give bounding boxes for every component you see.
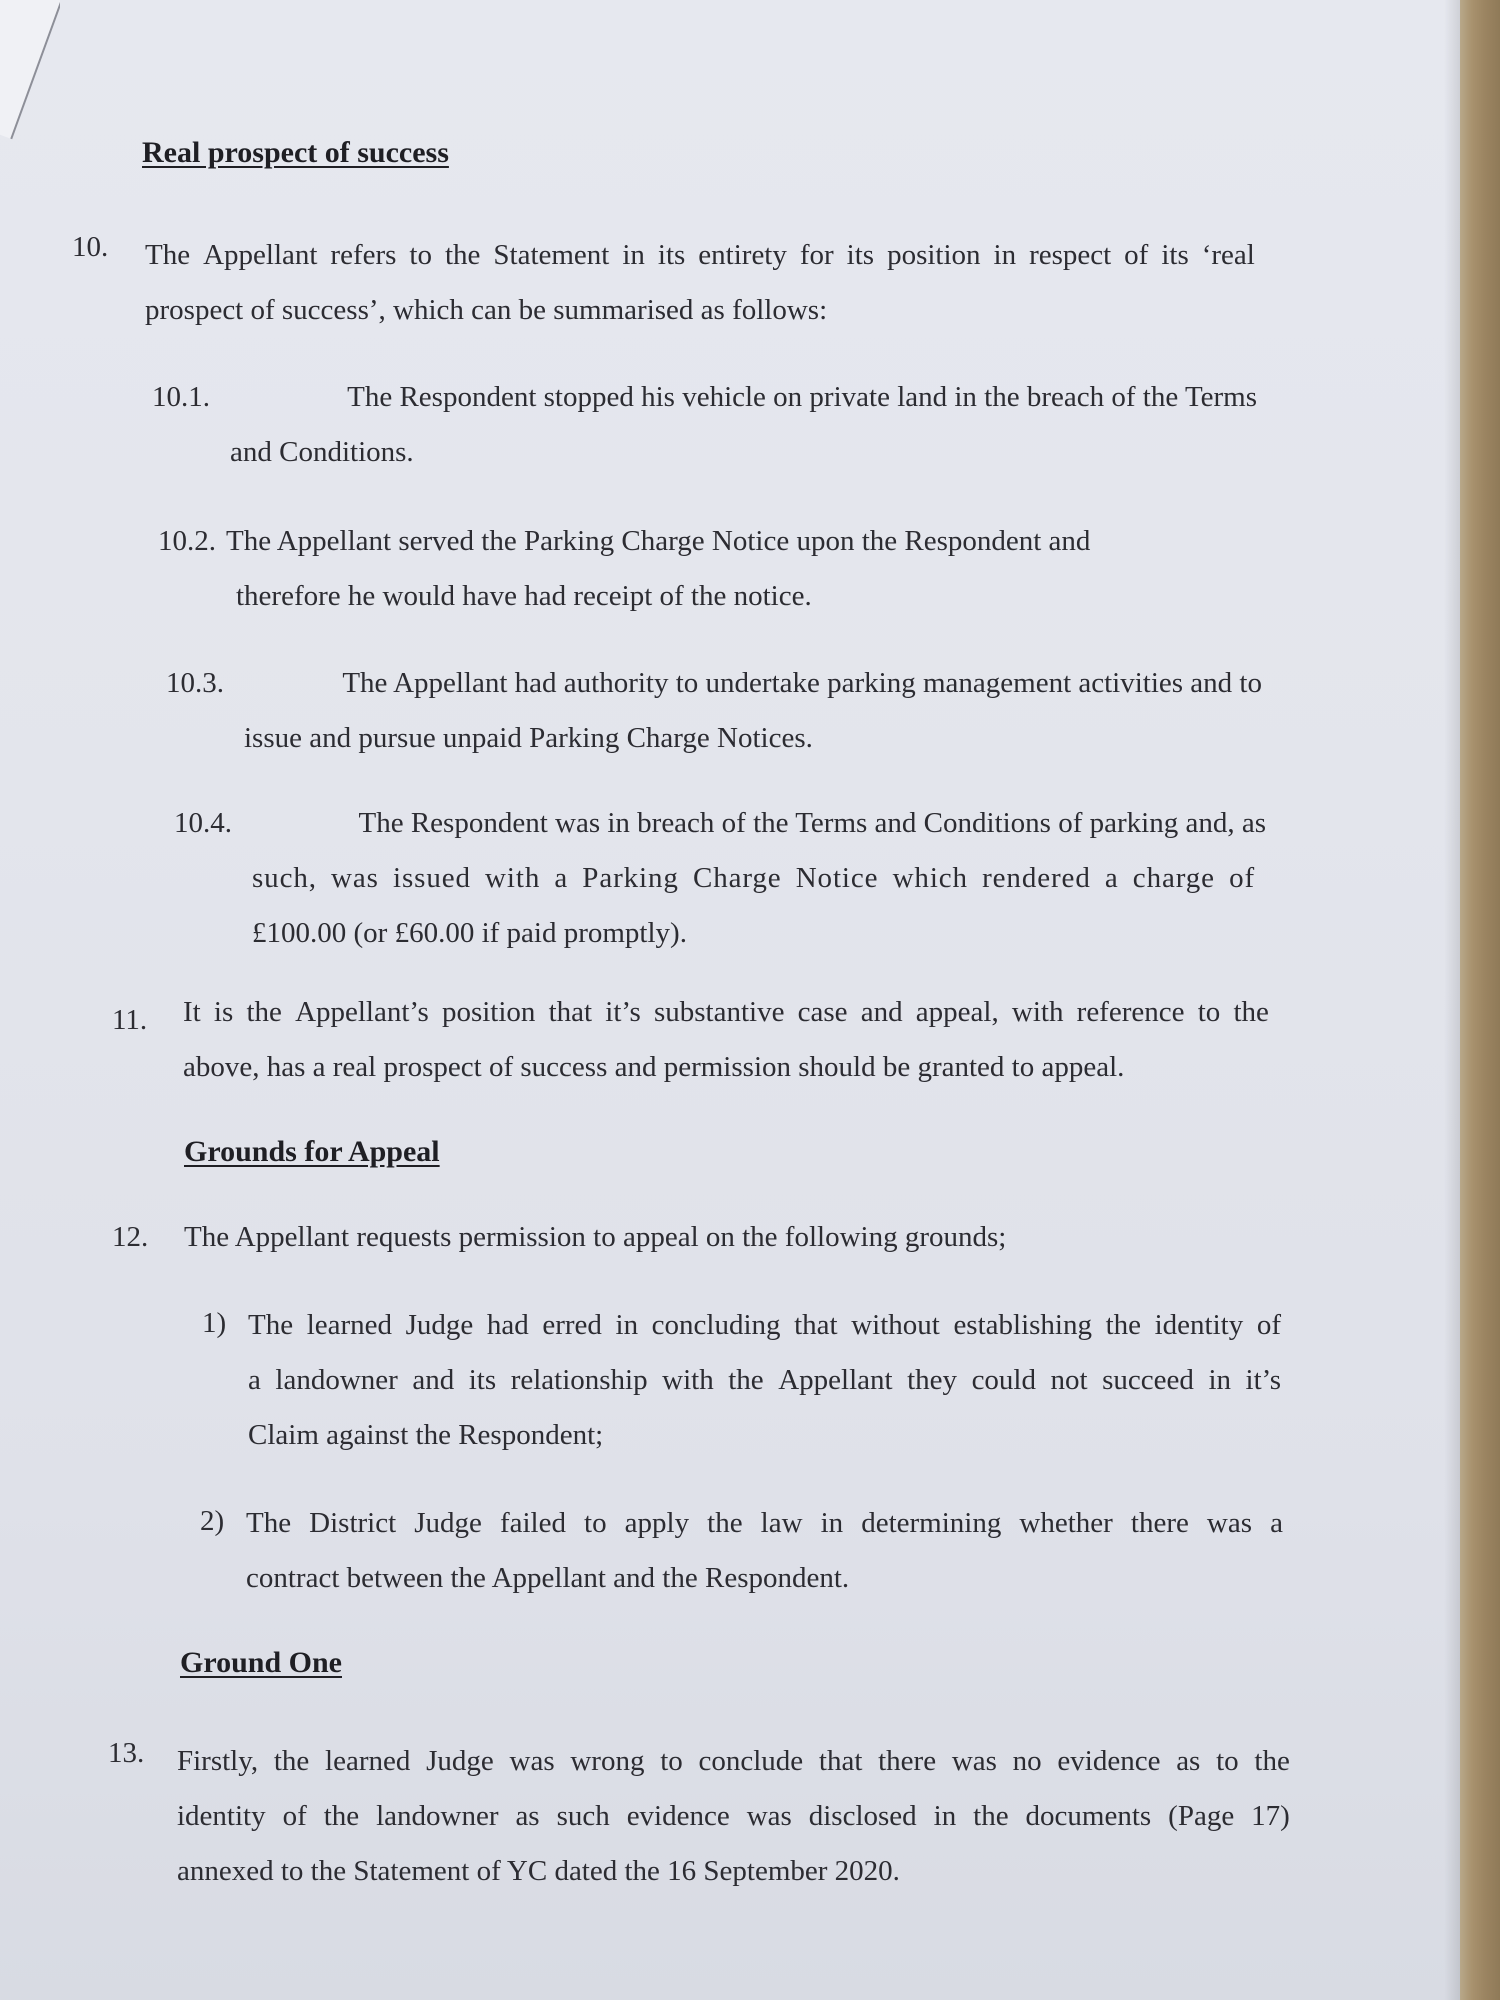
para-10-4-line-2: such, was issued with a Parking Charge Notice which rendered a charge of (252, 862, 1256, 894)
ground-2 (246, 1496, 1283, 1606)
para-10-1-line-1: The Respondent stopped his vehicle on private land in the breach of the Terms (347, 381, 1257, 413)
para-10-3-line-2: issue and pursue unpaid Parking Charge Notices. (244, 722, 813, 754)
para-11-number: 11. (112, 1004, 148, 1036)
ground-2-number: 2) (200, 1505, 225, 1537)
para-10-1 (152, 370, 1257, 480)
para-13-number: 13. (108, 1737, 145, 1769)
para-10-2-line-2: therefore he would have had receipt of the notice. (236, 580, 812, 612)
ground-1-number: 1) (202, 1307, 227, 1339)
ground-2-line-1: The District Judge failed to apply the law in determining whether there was a (246, 1507, 1283, 1539)
para-12-number: 12. (112, 1221, 149, 1253)
para-13-line-2: identity of the landowner as such evidence was disclosed in the documents (Page 17) (177, 1800, 1290, 1832)
para-10-4 (174, 796, 1266, 961)
para-10-3-number: 10.3. (166, 667, 224, 699)
para-10-3 (166, 656, 1262, 766)
para-10-4-line-3: £100.00 (or £60.00 if paid promptly). (252, 917, 687, 949)
ground-1-line-3: Claim against the Respondent; (248, 1419, 604, 1451)
para-10-line-1: The Appellant refers to the Statement in its entirety for its position in respect of its ‘real (145, 239, 1255, 271)
para-12 (184, 1210, 1270, 1265)
para-10-4-number: 10.4. (174, 807, 232, 839)
para-12-line-1: The Appellant requests permission to appeal on the following grounds; (184, 1221, 1007, 1253)
para-11 (183, 985, 1269, 1095)
para-13-line-1: Firstly, the learned Judge was wrong to conclude that there was no evidence as to the (177, 1745, 1290, 1777)
para-10-line-2: prospect of success’, which can be summarised as follows: (145, 294, 828, 326)
heading-grounds-for-appeal: Grounds for Appeal (184, 1135, 440, 1168)
ground-1-line-1: The learned Judge had erred in concluding that without establishing the identity of (248, 1309, 1281, 1341)
para-10-4-line-1: The Respondent was in breach of the Terms and Conditions of parking and, as (358, 807, 1266, 839)
para-13-line-3: annexed to the Statement of YC dated the 16 September 2020. (177, 1855, 900, 1887)
wooden-table-edge (1460, 0, 1500, 2000)
para-13 (177, 1734, 1290, 1899)
heading-ground-one: Ground One (180, 1646, 342, 1679)
para-10-1-line-2: and Conditions. (230, 436, 414, 468)
ground-1-line-2: a landowner and its relationship with the Appellant they could not succeed in it’s (248, 1364, 1281, 1396)
para-10 (145, 228, 1255, 338)
ground-1 (248, 1298, 1281, 1463)
para-10-2 (158, 514, 1259, 624)
para-11-line-1: It is the Appellant’s position that it’s substantive case and appeal, with reference to the (183, 996, 1269, 1028)
heading-real-prospect: Real prospect of success (142, 136, 449, 169)
para-11-line-2: above, has a real prospect of success and permission should be granted to appeal. (183, 1051, 1125, 1083)
para-10-3-line-1: The Appellant had authority to undertake parking management activities and to (342, 667, 1262, 699)
para-10-2-line-1: The Appellant served the Parking Charge Notice upon the Respondent and (226, 525, 1091, 557)
para-10-number: 10. (72, 231, 109, 263)
para-10-2-number: 10.2. (158, 525, 216, 557)
para-10-1-number: 10.1. (152, 381, 210, 413)
ground-2-line-2: contract between the Appellant and the Respondent. (246, 1562, 850, 1594)
